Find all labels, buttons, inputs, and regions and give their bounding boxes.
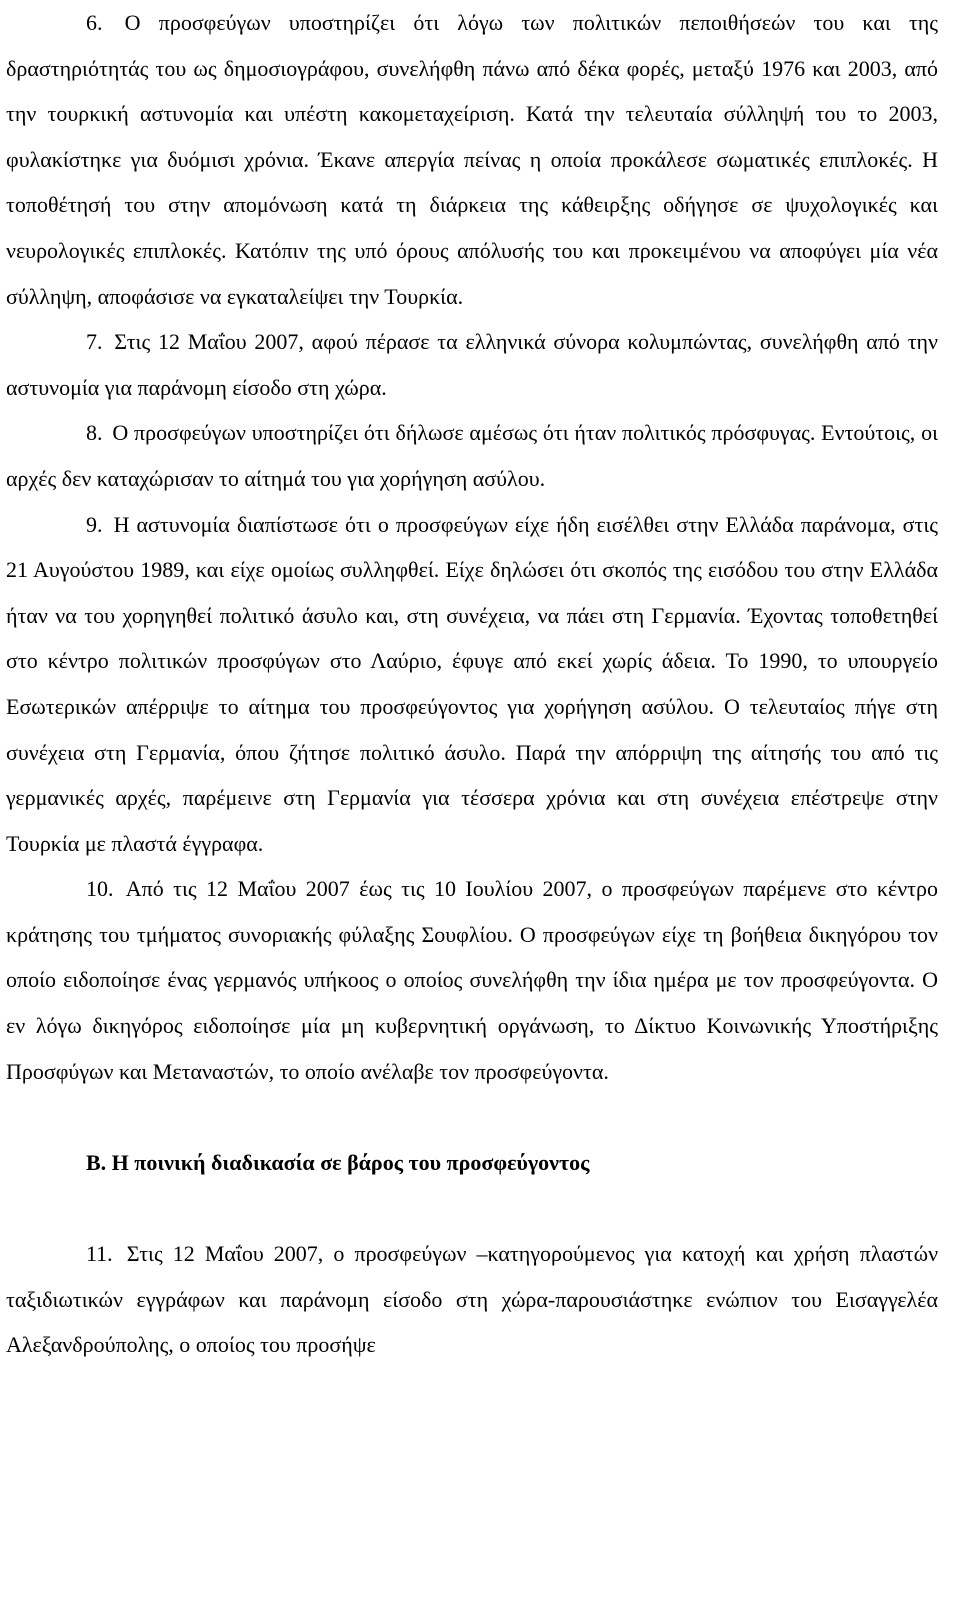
paragraph-number: 8. [86,420,103,446]
paragraph-9 [6,502,938,867]
paragraph-text: Ο προσφεύγων υποστηρίζει ότι δήλωσε αμέσως ότι ήταν πολιτικός πρόσφυγας. Εντούτοις, οι αρχές δεν καταχώρισαν το αίτημά του για χορήγηση ασύλου. [6,420,938,491]
spacer [6,1094,938,1140]
paragraph-number: 10. [86,876,114,902]
paragraph-text: Η αστυνομία διαπίστωσε ότι ο προσφεύγων είχε ήδη εισέλθει στην Ελλάδα παράνομα, στις 21 Αυγούστου 1989, και είχε ομοίως συλληφθεί. Είχε δηλώσει ότι σκοπός της εισόδου του στην Ελλάδα ήταν να του χορηγηθεί πολιτικό άσυλο και, στη συνέχεια, να πάει στη Γερμανία. Έχοντας τοποθετηθεί στο κέντρο πολιτικών προσφύγων στο Λαύριο, έφυγε από εκεί χωρίς άδεια. Το 1990, το υπουργείο Εσωτερικών απέρριψε το αίτημα του προσφεύγοντος για χορήγηση ασύλου. Ο τελευταίος πήγε στη συνέχεια στη Γερμανία, όπου ζήτησε πολιτικό άσυλο. Παρά την απόρριψη της αίτησής του από τις γερμανικές αρχές, παρέμεινε στη Γερμανία για τέσσερα χρόνια και στη συνέχεια επέστρεψε στην Τουρκία με πλαστά έγγραφα. [6,511,938,856]
section-heading: B. Η ποινική διαδικασία σε βάρος του προσφεύγοντος [86,1149,590,1175]
paragraph-number: 9. [86,511,103,537]
paragraph-text: Ο προσφεύγων υποστηρίζει ότι λόγω των πολιτικών πεποιθήσεών του και της δραστηριότητάς του ως δημοσιογράφου, συνελήφθη πάνω από δέκα φορές, μεταξύ 1976 και 2003, από την τουρκική αστυνομία και υπέστη κακομεταχείριση. Κατά την τελευταία σύλληψή του το 2003, φυλακίστηκε για δυόμισι χρόνια. Έκανε απεργία πείνας η οποία προκάλεσε σωματικές επιπλοκές. Η τοποθέτησή του στην απομόνωση κατά τη διάρκεια της κάθειρξης οδήγησε σε ψυχολογικές και νευρολογικές επιπλοκές. Κατόπιν της υπό όρους απόλυσής του και προκειμένου να αποφύγει μία νέα σύλληψη, αποφάσισε να εγκαταλείψει την Τουρκία. [6,10,938,309]
paragraph-11 [6,1231,938,1368]
paragraph-text: Στις 12 Μαΐου 2007, ο προσφεύγων –κατηγορούμενος για κατοχή και χρήση πλαστών ταξιδιωτικών εγγράφων και παράνομη είσοδο στη χώρα-παρουσιάστηκε ενώπιον του Εισαγγελέα Αλεξανδρούπολης, ο οποίος του προσήψε [6,1241,939,1358]
spacer [6,1185,938,1231]
paragraph-8 [6,410,938,501]
document-page [6,0,938,1368]
paragraph-7 [6,319,938,410]
paragraph-number: 11. [86,1241,113,1267]
paragraph-text: Στις 12 Μαΐου 2007, αφού πέρασε τα ελληνικά σύνορα κολυμπώντας, συνελήφθη από την αστυνομία για παράνομη είσοδο στη χώρα. [6,329,938,400]
paragraph-text: Από τις 12 Μαΐου 2007 έως τις 10 Ιουλίου 2007, ο προσφεύγων παρέμενε στο κέντρο κράτησης του τμήματος συνοριακής φύλαξης Σουφλίου. Ο προσφεύγων είχε τη βοήθεια δικηγόρου τον οποίο ειδοποίησε ένας γερμανός υπήκοος ο οποίος συνελήφθη την ίδια ημέρα με τον προσφεύγοντα. Ο εν λόγω δικηγόρος ειδοποίησε μία μη κυβερνητική οργάνωση, το Δίκτυο Κοινωνικής Υποστήριξης Προσφύγων και Μεταναστών, το οποίο ανέλαβε τον προσφεύγοντα. [6,876,938,1084]
paragraph-6 [6,0,938,319]
paragraph-number: 7. [86,329,103,355]
paragraph-number: 6. [86,10,103,35]
paragraph-10 [6,866,938,1094]
